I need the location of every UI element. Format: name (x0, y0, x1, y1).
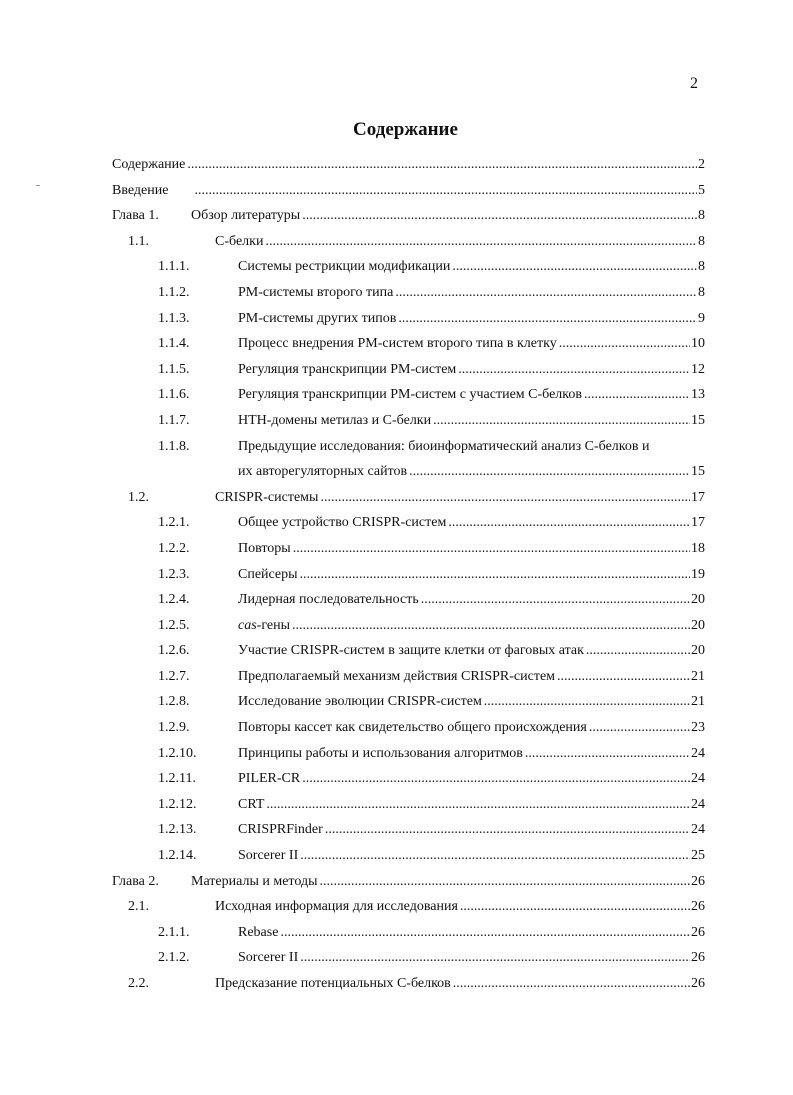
toc-entry-page: 17 (691, 489, 705, 505)
toc-entry-page: 8 (698, 208, 705, 224)
toc-entry-dots (557, 668, 690, 686)
toc-entry-leader (238, 770, 705, 788)
toc-entry-number: 1.2.3. (158, 566, 190, 582)
toc-entry-number: 1.1.1. (158, 259, 190, 275)
toc-entry-title: Регуляция транскрипции РМ-систем (238, 361, 457, 377)
toc-entry-title: Общее устройство CRISPR-систем (238, 515, 447, 531)
page-number: 2 (690, 75, 698, 92)
toc-entry[interactable] (0, 383, 793, 409)
toc-entry-title: Исходная информация для исследования (215, 899, 458, 915)
toc-entry[interactable] (0, 946, 793, 972)
toc-entry-leader (238, 642, 705, 660)
toc-entry-dots (300, 566, 690, 584)
toc-entry-dots (589, 719, 690, 737)
toc-entry-page: 23 (691, 720, 705, 736)
toc-entry[interactable] (0, 537, 793, 563)
toc-entry[interactable] (0, 690, 793, 716)
toc-entry-title: РМ-системы других типов (238, 310, 397, 326)
toc-entry-number: 1.1.3. (158, 310, 190, 326)
toc-entry-number: 2.1.1. (158, 924, 190, 940)
toc-entry-title: Участие CRISPR-систем в защите клетки от фаговых атак (238, 643, 584, 659)
toc-entry-leader (238, 540, 705, 558)
toc-entry-leader (238, 745, 705, 763)
toc-entry-leader (238, 924, 705, 942)
toc-entry-leader (112, 156, 705, 174)
toc-entry-title: Rebase (238, 924, 279, 940)
toc-entry-leader (238, 796, 705, 814)
toc-entry-number: 1.1.5. (158, 361, 190, 377)
toc-entry-dots (319, 873, 690, 891)
toc-entry[interactable] (0, 307, 793, 333)
toc-entry-dots (395, 284, 697, 302)
toc-entry-title: Предсказание потенциальных С-белков (215, 976, 451, 991)
toc-entry-leader (238, 617, 705, 635)
toc-entry[interactable] (0, 511, 793, 537)
toc-entry-title: Лидерная последовательность (238, 592, 419, 608)
toc-entry-title-rest: -гены (256, 617, 291, 633)
toc-entry-page: 26 (691, 924, 705, 940)
toc-entry-dots (280, 924, 690, 942)
toc-entry-page: 26 (691, 950, 705, 966)
toc-entry[interactable] (0, 844, 793, 870)
toc-entry-number: 1.2.8. (158, 694, 190, 710)
toc-entry[interactable] (0, 230, 793, 256)
toc-entry-page: 8 (698, 284, 705, 300)
toc-entry-number: 1.2. (128, 489, 149, 505)
toc-entry[interactable] (0, 614, 793, 640)
toc-entry-dots (320, 489, 690, 507)
toc-entry-number: 1.2.5. (158, 617, 190, 633)
toc-entry[interactable] (0, 460, 793, 486)
toc-entry-page: 9 (698, 310, 705, 326)
toc-entry-title: С-белки (215, 233, 264, 249)
toc-entry-number: 1.1.6. (158, 387, 190, 403)
toc-entry-dots (484, 693, 690, 711)
toc-entry-number: 1.2.11. (158, 771, 196, 787)
toc-entry-page: 15 (691, 464, 705, 480)
toc-entry[interactable] (0, 895, 793, 921)
toc-entry-number: 1.2.6. (158, 643, 190, 659)
toc-entry-leader (215, 489, 705, 507)
toc-entry-dots (409, 463, 690, 481)
toc-entry-page: 21 (691, 694, 705, 710)
toc-entry-leader (238, 335, 705, 353)
toc-entry-leader (238, 361, 705, 379)
toc-entry-number: 1.2.13. (158, 822, 197, 838)
toc-entry[interactable] (0, 204, 793, 230)
toc-entry-page: 15 (691, 412, 705, 428)
toc-entry-page: 19 (691, 566, 705, 582)
toc-entry-title: Предыдущие исследования: биоинформатический анализ С-белков и (238, 438, 650, 454)
toc-entry-dots (458, 361, 690, 379)
toc-entry-title: НТН-домены метилаз и С-белки (238, 412, 432, 428)
toc-entry-page: 26 (691, 976, 705, 991)
toc-entry-number: 1.2.14. (158, 848, 197, 864)
toc-entry-leader (238, 821, 705, 839)
toc-entry[interactable] (0, 563, 793, 589)
toc-entry-leader (112, 182, 705, 200)
toc-entry-leader (191, 873, 705, 891)
toc-entry-title: Принципы работы и использования алгоритмов (238, 745, 523, 761)
toc-entry-number: 1.2.1. (158, 515, 190, 531)
toc-entry-dots (187, 156, 697, 174)
toc-entry-leader (238, 284, 705, 302)
toc-entry[interactable] (0, 767, 793, 793)
toc-entry-number: 2.2. (128, 976, 149, 991)
toc-entry-dots (265, 233, 697, 251)
toc-entry[interactable] (0, 665, 793, 691)
toc-entry-page: 24 (691, 745, 705, 761)
toc-entry[interactable] (0, 588, 793, 614)
toc-entry-dots (293, 540, 690, 558)
toc-entry-leader (238, 591, 705, 609)
toc-entry-page: 17 (691, 515, 705, 531)
toc-entry-number: Глава 2. (112, 873, 159, 889)
toc-entry-dots (586, 642, 690, 660)
toc-entry-number: 1.2.12. (158, 796, 197, 812)
toc-entry-number: 1.1.4. (158, 336, 190, 352)
toc-entry-page: 25 (691, 848, 705, 864)
toc-entry-number: 1.1.8. (158, 438, 190, 454)
toc-entry-title: CRT (238, 796, 265, 812)
toc-entry-title: Материалы и методы (191, 873, 318, 889)
toc-entry-page: 8 (698, 233, 705, 249)
toc-entry-dots (460, 898, 690, 916)
toc-entry-leader (238, 949, 705, 967)
toc-entry-leader (238, 847, 705, 865)
toc-entry-leader (191, 207, 705, 225)
toc-entry[interactable] (0, 409, 793, 435)
toc-entry[interactable] (0, 870, 793, 896)
toc-entry-title: Процесс внедрения РМ-систем второго типа в клетку (238, 336, 557, 352)
toc-entry-dots (292, 617, 690, 635)
toc-entry-title: РМ-системы второго типа (238, 284, 394, 300)
toc-entry-leader (215, 898, 705, 916)
toc-entry-leader (238, 386, 705, 404)
toc-entry-dots (302, 770, 690, 788)
toc-entry[interactable] (0, 153, 793, 179)
toc-entry-title: Sorcerer II (238, 950, 299, 966)
toc-entry-leader (238, 514, 705, 532)
toc-entry-dots (559, 335, 690, 353)
toc-entry-page: 10 (691, 336, 705, 352)
toc-entry-page: 24 (691, 796, 705, 812)
toc-entry-dots (302, 207, 697, 225)
toc-entry[interactable] (0, 435, 793, 461)
toc-entry-leader (238, 258, 705, 276)
toc-entry-number: 1.2.7. (158, 668, 190, 684)
toc-entry-dots (398, 310, 697, 328)
toc-entry[interactable] (0, 358, 793, 384)
toc-entry-page: 26 (691, 899, 705, 915)
toc-entry-title: Предполагаемый механизм действия CRISPR-систем (238, 668, 556, 684)
toc-entry-title-italic: cas (238, 617, 257, 633)
toc-entry-number: 1.1.2. (158, 284, 190, 300)
toc-entry[interactable] (0, 281, 793, 307)
toc-entry-number: Глава 1. (112, 208, 159, 224)
toc-entry[interactable] (0, 716, 793, 742)
toc-entry[interactable] (0, 793, 793, 819)
toc-entry-title: Регуляция транскрипции РМ-систем с участием С-белков (238, 387, 582, 403)
toc-entry[interactable] (0, 179, 793, 205)
toc-entry-page: 26 (691, 873, 705, 889)
toc-entry-title: CRISPRFinder (238, 822, 323, 838)
toc-entry-dots (433, 412, 690, 430)
toc-entry-number: 1.1. (128, 233, 149, 249)
toc-entry-dots (300, 949, 690, 967)
toc-entry-number: 1.1.7. (158, 412, 190, 428)
toc-entry-title: Повторы (238, 540, 291, 556)
toc-entry[interactable] (0, 332, 793, 358)
toc-entry-title: Исследование эволюции CRISPR-систем (238, 694, 482, 710)
toc-entry-leader (215, 233, 705, 251)
toc-entry-dots (194, 182, 697, 200)
toc-entry-dots (266, 796, 690, 814)
toc-entry[interactable] (0, 486, 793, 512)
toc-entry-title: Содержание (112, 157, 186, 172)
toc-entry-dots (421, 591, 690, 609)
toc-entry-page: 12 (691, 361, 705, 377)
toc-entry-dots (325, 821, 690, 839)
toc-entry-leader (238, 463, 705, 481)
toc-entry-leader (238, 719, 705, 737)
toc-entry[interactable] (0, 742, 793, 768)
toc-entry-leader (238, 310, 705, 328)
toc-entry-dots (584, 386, 690, 404)
toc-entry-leader (238, 668, 705, 686)
toc-entry-page: 20 (691, 592, 705, 608)
page-title: Содержание (353, 119, 458, 140)
toc-entry[interactable] (0, 818, 793, 844)
toc-entry-page: 20 (691, 643, 705, 659)
toc-entry-leader (238, 566, 705, 584)
toc-entry-page: 21 (691, 668, 705, 684)
toc-entry-title: Спейсеры (238, 566, 298, 582)
toc-entry-leader (215, 975, 705, 993)
toc-entry-page: 20 (691, 617, 705, 633)
toc-entry-title: Введение (112, 182, 169, 198)
toc-entry[interactable] (0, 921, 793, 947)
table-of-contents (0, 153, 793, 998)
toc-entry[interactable] (0, 639, 793, 665)
toc-entry-dots (452, 258, 697, 276)
toc-entry-number: 1.2.2. (158, 540, 190, 556)
toc-entry-leader (238, 693, 705, 711)
toc-entry-page: 13 (691, 387, 705, 403)
toc-entry-dots (453, 975, 690, 993)
toc-entry-number: 1.2.4. (158, 592, 190, 608)
toc-entry-page: 24 (691, 822, 705, 838)
toc-entry-page: 5 (698, 182, 705, 198)
toc-entry-number: 1.2.10. (158, 745, 197, 761)
toc-entry-title: их авторегуляторных сайтов (238, 464, 408, 480)
toc-entry-page: 8 (698, 259, 705, 275)
toc-entry[interactable] (0, 255, 793, 281)
toc-entry-page: 24 (691, 771, 705, 787)
toc-entry-number: 2.1. (128, 899, 149, 915)
toc-entry-title: CRISPR-системы (215, 489, 319, 505)
toc-entry-title: Sorcerer II (238, 848, 299, 864)
toc-entry-page: 2 (698, 157, 705, 172)
toc-entry-title: Системы рестрикции модификации (238, 259, 451, 275)
toc-entry[interactable] (0, 972, 793, 998)
toc-entry-dots (300, 847, 690, 865)
toc-entry-leader (238, 412, 705, 430)
toc-entry-dots (525, 745, 690, 763)
toc-entry-page: 18 (691, 540, 705, 556)
toc-entry-title (238, 617, 290, 635)
toc-entry-dots (448, 514, 690, 532)
toc-entry-number: 2.1.2. (158, 950, 190, 966)
toc-entry-number: 1.2.9. (158, 720, 190, 736)
toc-entry-title: PILER-CR (238, 771, 301, 787)
toc-entry-title: Обзор литературы (191, 208, 301, 224)
toc-entry-title: Повторы кассет как свидетельство общего происхождения (238, 720, 587, 736)
